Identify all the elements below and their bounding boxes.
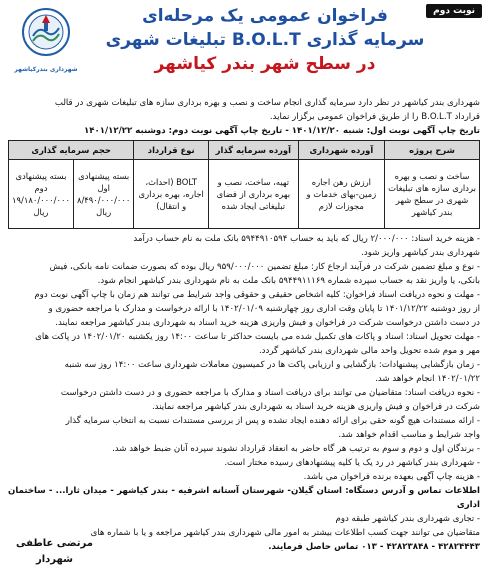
header-project-description: شرح پروژه xyxy=(385,141,480,160)
header-municipality-share: آورده شهرداری xyxy=(298,141,384,160)
clause-line: - هزینه چاپ آگهی بعهده برنده فراخوان می باشد. xyxy=(303,472,480,482)
cell-package-two: بسته پیشنهادی دوم ۱۹/۱۸۰/۰۰۰/۰۰۰ ریال xyxy=(9,160,74,229)
clause-line: متقاضیان می توانند جهت کسب اطلاعات بیشتر به امور مالی شهرداری بندر کیاشهر مراجعه و یا با شماره های xyxy=(90,528,480,538)
notice-round-badge: نوبت دوم xyxy=(426,4,482,18)
table-header-row xyxy=(9,141,480,160)
cell-project-description: ساخت و نصب و بهره برداری سازه های تبلیغات شهری در سطح شهر بندر کیاشهر xyxy=(385,160,480,229)
clause-line: - زمان بازگشایی پیشنهادات: بازگشایی و ارزیابی پاکت ها در کمیسیون معاملات شهرداری ساعت ۱۴:۰۰ روز سه شنبه xyxy=(64,360,480,370)
title-line-3: در سطح شهر بندر کیاشهر xyxy=(154,54,376,74)
signatory-name: مرتضی عاطفی xyxy=(16,538,93,549)
clause-line: - تجاری شهرداری بندر کیاشهر طبقه دوم xyxy=(335,514,480,524)
clause-line: مهر و موم شده تحویل واحد مالی شهرداری بندر کیاشهر گردد. xyxy=(258,346,480,356)
clause-line: شهرداری بندر کیاشهر واریز شود. xyxy=(361,248,480,258)
header-investor-share: آورده سرمایه گذار xyxy=(209,141,299,160)
municipality-logo xyxy=(6,6,86,84)
cell-investor-share: تهیه، ساخت، نصب و بهره برداری از فضای تبلیغاتی ایجاد شده xyxy=(209,160,299,229)
cell-municipality-share: ارزش رهن اجاره زمین-بهای خدمات و مجوزات لازم xyxy=(298,160,384,229)
signature-block xyxy=(16,536,93,568)
header-investment-volume: حجم سرمایه گذاری xyxy=(9,141,134,160)
clause-line: - مهلت و نحوه دریافت اسناد فراخوان: کلیه اشخاص حقیقی و حقوقی واجد شرایط می توانند هم زمان با چاپ آگهی نوبت دوم xyxy=(34,290,480,300)
clause-line: - برندگان اول و دوم و سوم به ترتیب هر گاه حاضر به انعقاد قرارداد نشوند سپرده آنان ضبط خواهد شد. xyxy=(112,444,480,454)
title-line-2: سرمایه گذاری B.O.L.T تبلیغات شهری xyxy=(105,30,425,50)
header-contract-type: نوع قرارداد xyxy=(134,141,209,160)
clause-line: بانکی، یا واریز نقد به حساب سپرده شماره ۵۹۴۴۹۱۱۱۶۹ بانک ملت به نام شهرداری بندر کیاشهر انجام شود. xyxy=(97,276,480,286)
clause-line: از روز دوشنبه ۱۴۰۱/۱۲/۲۲ تا پایان وقت اداری روز چهارشنبه ۱۴۰۲/۰۱/۰۹ با ارائه درخواست و مدارک با مراجعه حضوری و xyxy=(48,304,480,314)
project-table xyxy=(8,140,480,229)
intro-line: قرارداد B.O.L.T را از طریق فراخوان عمومی برگزار نماید. xyxy=(269,112,480,122)
intro-line: شهرداری بندر کیاشهر در نظر دارد سرمایه گذاری انجام ساخت و نصب و بهره برداری سازه های تبلیغات شهری در قالب xyxy=(54,98,480,108)
logo-caption: شهرداری بندرکیاشهر xyxy=(14,66,78,73)
clause-line: - ارائه مستندات هیچ گونه حقی برای ارائه دهنده ایجاد نشده و پس از بررسی مستندات نسبت به انتخاب سرمایه گذار xyxy=(65,416,480,426)
clause-line: - نوع و مبلغ تضمین شرکت در فرآیند ارجاع کار: مبلغ تضمین ۹۵۹/۰۰۰/۰۰۰ ریال بوده که بصورت ضمانت نامه بانکی، فیش xyxy=(49,262,480,272)
cell-contract-type: BOLT (احداث، اجاره، بهره برداری و انتقال) xyxy=(134,160,209,229)
publish-dates: تاریخ چاپ آگهی نوبت اول: شنبه ۱۴۰۱/۱۲/۲۰ - تاریخ چاپ آگهی نوبت دوم: دوشنبه ۱۴۰۱/۱۲/۲۲ xyxy=(84,126,480,136)
clause-line: - هزینه خرید اسناد: ۲/۰۰۰/۰۰۰ ریال که باید به حساب ۵۹۴۴۹۱۰۵۹۴ بانک ملت به نام حساب درآمد xyxy=(133,234,480,244)
title-block xyxy=(90,4,440,76)
title-line-1: فراخوان عمومی یک مرحله‌ای xyxy=(142,6,388,26)
intro-text xyxy=(0,96,488,138)
header xyxy=(0,0,488,96)
clause-line: ۱۴۰۲/۰۱/۲۲ انجام خواهد شد. xyxy=(375,374,480,384)
table-row xyxy=(9,160,480,229)
clause-line: در دست داشتن درخواست شرکت در فراخوان و فیش واریزی هزینه خرید اسناد به شهرداری بندر کیاشهر مراجعه نمایند. xyxy=(55,318,480,328)
conditions-list xyxy=(0,232,488,554)
clause-line: - شهرداری بندر کیاشهر در رد یک یا کلیه پیشنهادهای رسیده مختار است. xyxy=(224,458,480,468)
clause-line: - نحوه دریافت اسناد: متقاضیان می توانند برای دریافت اسناد و مدارک با مراجعه حضوری و در دست داشتن درخواست xyxy=(60,388,480,398)
clause-line: شرکت در فراخوان و فیش واریزی هزینه خرید اسناد به شهرداری بندر کیاشهر مراجعه نمایند. xyxy=(151,402,480,412)
clause-line: واجد شرایط و مناسب اقدام خواهد شد. xyxy=(338,430,480,440)
contact-address: اطلاعات تماس و آدرس دستگاه: استان گیلان- شهرستان آستانه اشرفیه - بندر کیاشهر - میدان ثارا... - ساختمان اداری xyxy=(8,486,480,510)
cell-package-one: بسته پیشنهادی اول ۸/۴۹۰/۰۰۰/۰۰۰ ریال xyxy=(73,160,133,229)
clause-line: - مهلت تحویل اسناد: اسناد و پاکات های تکمیل شده می بایست حداکثر تا ساعت ۱۴:۰۰ روز یکشنبه ۱۴۰۲/۰۱/۲۰ در پاکت های xyxy=(35,332,480,342)
emblem-icon xyxy=(15,6,77,64)
contact-phones: ۴۲۸۲۴۴۴۳ - ۴۲۸۲۳۸۴۸ - ۰۱۳ تماس حاصل فرمایند. xyxy=(268,542,480,552)
signatory-role: شهردار xyxy=(35,554,73,565)
